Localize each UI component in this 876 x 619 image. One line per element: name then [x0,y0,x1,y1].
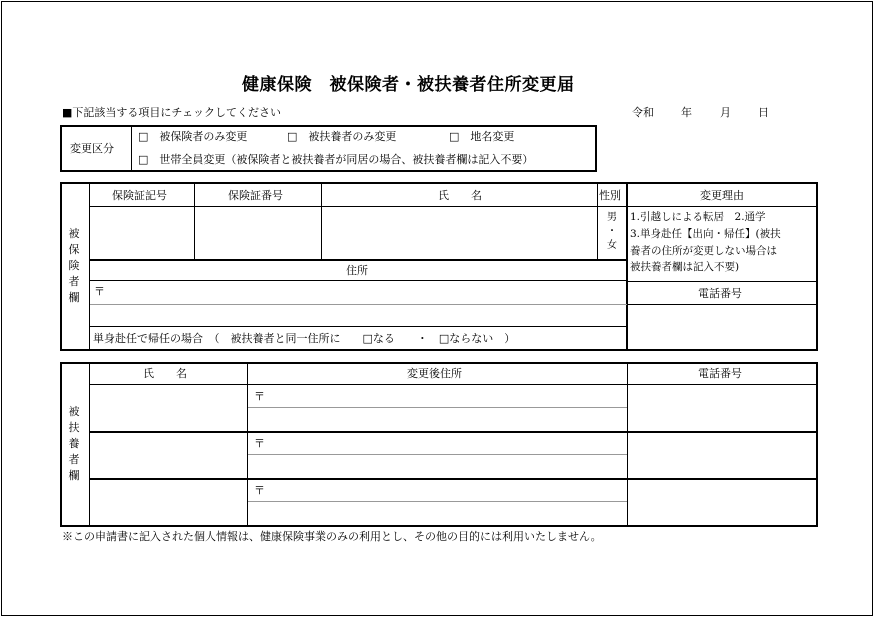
dep-col-address: 変更後住所 [407,367,462,380]
insurance-number-field[interactable] [196,208,320,258]
reason-line-3: 養者の住所が変更しない場合は [630,245,777,257]
insured-address-field[interactable] [108,282,625,324]
dep-col-name: 氏 名 [143,367,187,380]
dep-address-field-1[interactable] [268,386,626,430]
reason-line-4: 被扶養者欄は記入不要) [630,261,740,273]
dep-col-phone: 電話番号 [698,367,742,380]
insurance-symbol-field[interactable] [91,208,193,258]
insured-postal-mark: 〒 [94,285,105,298]
privacy-note: ※この申請書に記入された個人情報は、健康保険事業のみの利用とし、その他の目的には利用いたしません。 [62,530,602,543]
gender-options[interactable]: 男 ・ 女 [607,212,617,251]
option-dependent-only[interactable]: □ 被扶養者のみ変更 [287,130,397,143]
col-insurance-number: 保険証番号 [228,189,283,202]
col-change-reason: 変更理由 [700,189,744,202]
insured-name-field[interactable] [323,208,596,258]
reason-line-2[interactable]: 3.単身赴任【出向・帰任】(被扶 [630,228,781,240]
reason-line-1[interactable]: 1.引越しによる転居 2.通学 [630,211,766,223]
dep-address-field-2[interactable] [268,433,626,477]
option-whole-household[interactable]: □ 世帯全員変更（被保険者と被扶養者が同居の場合、被扶養者欄は記入不要） [138,153,534,166]
insured-phone-field[interactable] [629,306,816,349]
return-condition-text[interactable]: 単身赴任で帰任の場合 （ 被扶養者と同一住所に □なる ・ □ならない ） [93,332,516,345]
date-month: 月 [720,106,731,119]
col-insurance-symbol: 保険証記号 [112,189,167,202]
change-type-label: 変更区分 [70,142,114,155]
dep-phone-field-2[interactable] [629,433,816,477]
insured-phone-label: 電話番号 [698,287,742,300]
instruction-text: ■下記該当する項目にチェックしてください [62,106,282,119]
col-gender: 性別 [599,189,621,202]
dep-phone-field-3[interactable] [629,480,816,525]
dep-postal-mark-3: 〒 [254,484,265,497]
dep-name-field-1[interactable] [91,386,246,430]
address-label: 住所 [346,264,368,277]
dep-name-field-3[interactable] [91,480,246,525]
dependents-section-label: 被 扶 養 者 欄 [68,405,80,482]
col-insured-name: 氏 名 [438,189,482,202]
dep-address-field-3[interactable] [268,480,626,525]
option-insured-only[interactable]: □ 被保険者のみ変更 [138,130,248,143]
date-year: 年 [681,106,692,119]
dep-postal-mark-1: 〒 [254,390,265,403]
date-era: 令和 [632,106,654,119]
insured-section-label: 被 保 険 者 欄 [68,227,80,304]
dep-name-field-2[interactable] [91,433,246,477]
page-title: 健康保険 被保険者・被扶養者住所変更届 [242,75,575,95]
dep-phone-field-1[interactable] [629,386,816,430]
date-day: 日 [758,106,769,119]
dep-postal-mark-2: 〒 [254,437,265,450]
option-place-name[interactable]: □ 地名変更 [449,130,515,143]
